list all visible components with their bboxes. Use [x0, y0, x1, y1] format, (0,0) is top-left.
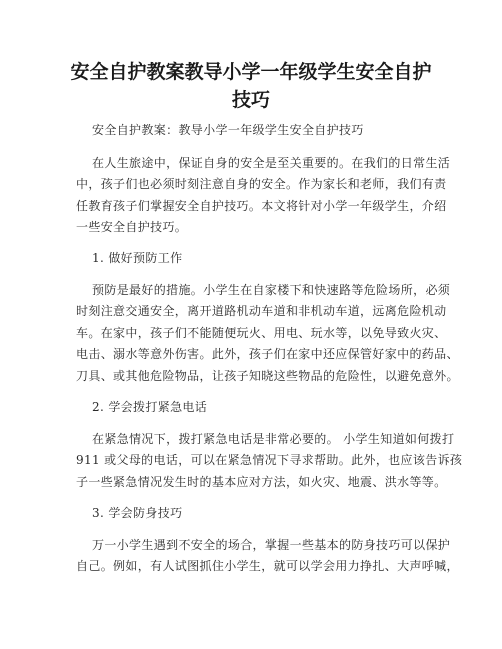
section-body-line: 时刻注意交通安全，离开道路机动车道和非机动车道，远离危险机动 [76, 304, 447, 318]
intro-line: 在人生旅途中，保证自身的安全是至关重要的。在我们的日常生活 [92, 156, 451, 170]
section-body-line: 子一些紧急情况发生时的基本应对方法，如火灾、地震、洪水等等。 [76, 475, 447, 489]
section-body-line: 911 或父母的电话，可以在紧急情况下寻求帮助。此外，也应该告诉孩 [76, 453, 463, 467]
intro-line: 一些安全自护技巧。 [76, 220, 188, 234]
document-subtitle: 安全自护教案：教导小学一年级学生安全自护技巧 [92, 123, 364, 137]
intro-line: 中，孩子们也必须时刻注意自身的安全。作为家长和老师，我们有责 [76, 177, 447, 191]
section-body-line: 刀具、或其他危险物品，让孩子知晓这些物品的危险性，以避免意外。 [76, 369, 459, 383]
document-title-line-1: 安全自护教案教导小学一年级学生安全自护 [70, 61, 432, 83]
section-body-line: 车。在家中，孩子们不能随便玩火、用电、玩水等，以免导致火灾、 [76, 326, 447, 340]
section-heading-self-defense: 3. 学会防身技巧 [92, 506, 183, 520]
section-body-line: 在紧急情况下，拨打紧急电话是非常必要的。 小学生知道如何拨打 [92, 432, 455, 446]
section-heading-prevention: 1. 做好预防工作 [92, 251, 183, 265]
intro-line: 任教育孩子们掌握安全自护技巧。本文将针对小学一年级学生，介绍 [76, 199, 447, 213]
section-heading-emergency-call: 2. 学会拨打紧急电话 [92, 400, 208, 414]
document-title-line-2: 技巧 [231, 89, 270, 111]
section-body-line: 电击、溺水等意外伤害。此外，孩子们在家中还应保管好家中的药品、 [76, 347, 459, 361]
section-body-line: 自己。例如，有人试图抓住小学生，就可以学会用力挣扎、大声呼喊， [76, 559, 459, 573]
section-body-line: 预防是最好的措施。小学生在自家楼下和快速路等危险场所，必须 [92, 283, 451, 297]
section-body-line: 万一小学生遇到不安全的场合，掌握一些基本的防身技巧可以保护 [92, 538, 451, 552]
